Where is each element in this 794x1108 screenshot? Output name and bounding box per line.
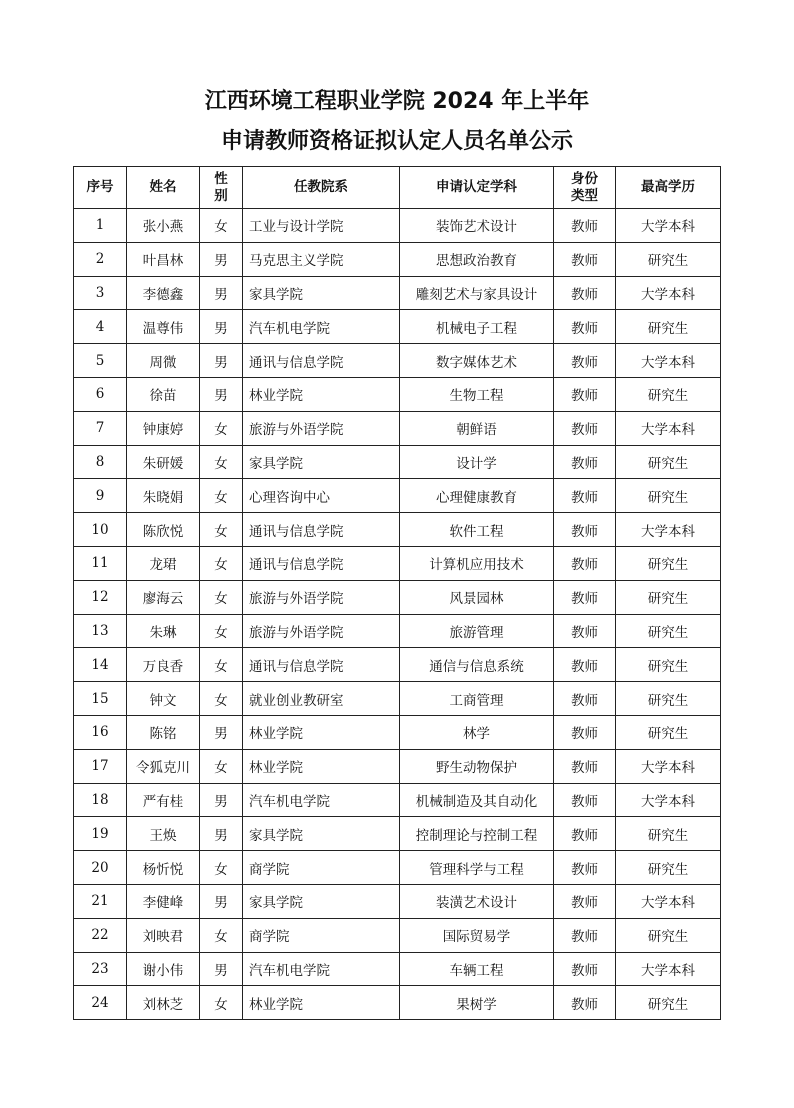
cell-subject: 计算机应用技术: [400, 546, 554, 580]
cell-subject: 林学: [400, 715, 554, 749]
cell-education: 研究生: [616, 546, 721, 580]
cell-identity-type: 教师: [554, 276, 616, 310]
document-title-line-2: 申请教师资格证拟认定人员名单公示: [220, 129, 573, 154]
cell-serial-number: 6: [74, 377, 127, 411]
cell-name: 陈铭: [127, 715, 200, 749]
cell-name: 朱研媛: [127, 445, 200, 479]
cell-education: 大学本科: [616, 276, 721, 310]
cell-serial-number: 12: [74, 580, 127, 614]
cell-education: 研究生: [616, 682, 721, 716]
table-row: [74, 242, 721, 276]
cell-education: 研究生: [616, 851, 721, 885]
cell-identity-type: 教师: [554, 614, 616, 648]
table-row: [74, 715, 721, 749]
cell-education: 研究生: [616, 817, 721, 851]
applicant-table: [73, 166, 721, 1020]
cell-department: 家具学院: [243, 445, 400, 479]
cell-department: 汽车机电学院: [243, 783, 400, 817]
cell-education: 研究生: [616, 918, 721, 952]
cell-department: 汽车机电学院: [243, 310, 400, 344]
cell-department: 林业学院: [243, 715, 400, 749]
table-row: [74, 546, 721, 580]
cell-name: 朱琳: [127, 614, 200, 648]
cell-education: 大学本科: [616, 749, 721, 783]
cell-serial-number: 1: [74, 209, 127, 243]
cell-gender: 男: [200, 242, 243, 276]
cell-subject: 车辆工程: [400, 952, 554, 986]
cell-education: 研究生: [616, 479, 721, 513]
cell-department: 商学院: [243, 851, 400, 885]
cell-name: 朱晓娟: [127, 479, 200, 513]
cell-gender: 女: [200, 682, 243, 716]
cell-department: 通讯与信息学院: [243, 648, 400, 682]
cell-name: 刘林芝: [127, 986, 200, 1020]
cell-gender: 男: [200, 377, 243, 411]
header-gender-line-2: 别: [214, 187, 228, 204]
cell-name: 钟文: [127, 682, 200, 716]
cell-subject: 软件工程: [400, 513, 554, 547]
cell-identity-type: 教师: [554, 986, 616, 1020]
cell-education: 大学本科: [616, 884, 721, 918]
cell-name: 王焕: [127, 817, 200, 851]
cell-subject: 思想政治教育: [400, 242, 554, 276]
cell-subject: 控制理论与控制工程: [400, 817, 554, 851]
cell-subject: 国际贸易学: [400, 918, 554, 952]
cell-identity-type: 教师: [554, 952, 616, 986]
cell-education: 大学本科: [616, 209, 721, 243]
cell-education: 研究生: [616, 986, 721, 1020]
cell-gender: 女: [200, 209, 243, 243]
cell-department: 就业创业教研室: [243, 682, 400, 716]
cell-subject: 数字媒体艺术: [400, 344, 554, 378]
cell-gender: 女: [200, 546, 243, 580]
cell-identity-type: 教师: [554, 546, 616, 580]
cell-serial-number: 15: [74, 682, 127, 716]
cell-serial-number: 17: [74, 749, 127, 783]
cell-subject: 设计学: [400, 445, 554, 479]
table-row: [74, 209, 721, 243]
table-row: [74, 851, 721, 885]
cell-name: 陈欣悦: [127, 513, 200, 547]
table-row: [74, 884, 721, 918]
cell-identity-type: 教师: [554, 445, 616, 479]
cell-department: 通讯与信息学院: [243, 513, 400, 547]
cell-gender: 女: [200, 411, 243, 445]
table-row: [74, 411, 721, 445]
cell-name: 徐苗: [127, 377, 200, 411]
header-serial-number: 序号: [74, 167, 127, 209]
cell-department: 通讯与信息学院: [243, 344, 400, 378]
cell-name: 严有桂: [127, 783, 200, 817]
cell-gender: 女: [200, 986, 243, 1020]
cell-subject: 旅游管理: [400, 614, 554, 648]
cell-gender: 女: [200, 648, 243, 682]
cell-gender: 女: [200, 445, 243, 479]
table-row: [74, 783, 721, 817]
table-row: [74, 580, 721, 614]
cell-serial-number: 22: [74, 918, 127, 952]
cell-identity-type: 教师: [554, 783, 616, 817]
cell-identity-type: 教师: [554, 715, 616, 749]
cell-gender: 男: [200, 783, 243, 817]
header-gender: [200, 167, 243, 209]
cell-serial-number: 24: [74, 986, 127, 1020]
header-identity-type: [554, 167, 616, 209]
cell-gender: 女: [200, 851, 243, 885]
cell-serial-number: 13: [74, 614, 127, 648]
header-department: 任教院系: [243, 167, 400, 209]
cell-department: 通讯与信息学院: [243, 546, 400, 580]
table-header-row: [74, 167, 721, 209]
cell-gender: 男: [200, 715, 243, 749]
cell-identity-type: 教师: [554, 817, 616, 851]
table-row: [74, 614, 721, 648]
cell-education: 研究生: [616, 445, 721, 479]
cell-subject: 果树学: [400, 986, 554, 1020]
cell-identity-type: 教师: [554, 851, 616, 885]
cell-identity-type: 教师: [554, 918, 616, 952]
cell-serial-number: 3: [74, 276, 127, 310]
cell-department: 家具学院: [243, 884, 400, 918]
cell-gender: 男: [200, 344, 243, 378]
cell-serial-number: 9: [74, 479, 127, 513]
cell-education: 大学本科: [616, 783, 721, 817]
table-row: [74, 344, 721, 378]
cell-gender: 女: [200, 513, 243, 547]
cell-gender: 女: [200, 918, 243, 952]
cell-department: 家具学院: [243, 276, 400, 310]
cell-serial-number: 20: [74, 851, 127, 885]
cell-identity-type: 教师: [554, 884, 616, 918]
table-row: [74, 513, 721, 547]
cell-gender: 男: [200, 817, 243, 851]
cell-education: 大学本科: [616, 344, 721, 378]
cell-department: 马克思主义学院: [243, 242, 400, 276]
cell-name: 张小燕: [127, 209, 200, 243]
cell-identity-type: 教师: [554, 344, 616, 378]
cell-serial-number: 5: [74, 344, 127, 378]
cell-department: 心理咨询中心: [243, 479, 400, 513]
header-name: 姓名: [127, 167, 200, 209]
header-identity-line-1: 身份: [571, 170, 598, 187]
cell-department: 汽车机电学院: [243, 952, 400, 986]
cell-subject: 机械制造及其自动化: [400, 783, 554, 817]
cell-education: 研究生: [616, 715, 721, 749]
cell-department: 旅游与外语学院: [243, 411, 400, 445]
table-row: [74, 817, 721, 851]
header-identity-line-2: 类型: [571, 187, 598, 204]
table-row: [74, 648, 721, 682]
cell-name: 龙珺: [127, 546, 200, 580]
cell-subject: 生物工程: [400, 377, 554, 411]
cell-identity-type: 教师: [554, 377, 616, 411]
cell-name: 谢小伟: [127, 952, 200, 986]
cell-subject: 雕刻艺术与家具设计: [400, 276, 554, 310]
cell-identity-type: 教师: [554, 648, 616, 682]
cell-subject: 通信与信息系统: [400, 648, 554, 682]
cell-name: 钟康婷: [127, 411, 200, 445]
cell-gender: 女: [200, 749, 243, 783]
cell-gender: 男: [200, 952, 243, 986]
cell-identity-type: 教师: [554, 682, 616, 716]
cell-education: 研究生: [616, 242, 721, 276]
table-row: [74, 986, 721, 1020]
cell-name: 李德鑫: [127, 276, 200, 310]
cell-serial-number: 4: [74, 310, 127, 344]
cell-gender: 女: [200, 580, 243, 614]
cell-subject: 野生动物保护: [400, 749, 554, 783]
cell-identity-type: 教师: [554, 513, 616, 547]
table-row: [74, 918, 721, 952]
cell-name: 廖海云: [127, 580, 200, 614]
cell-subject: 工商管理: [400, 682, 554, 716]
cell-name: 周微: [127, 344, 200, 378]
table-row: [74, 479, 721, 513]
cell-department: 家具学院: [243, 817, 400, 851]
header-gender-line-1: 性: [214, 170, 228, 187]
cell-subject: 心理健康教育: [400, 479, 554, 513]
cell-serial-number: 8: [74, 445, 127, 479]
cell-gender: 男: [200, 276, 243, 310]
cell-name: 万良香: [127, 648, 200, 682]
cell-serial-number: 21: [74, 884, 127, 918]
cell-identity-type: 教师: [554, 209, 616, 243]
cell-name: 刘映君: [127, 918, 200, 952]
cell-identity-type: 教师: [554, 749, 616, 783]
table-row: [74, 310, 721, 344]
cell-serial-number: 16: [74, 715, 127, 749]
cell-education: 研究生: [616, 648, 721, 682]
table-row: [74, 682, 721, 716]
cell-identity-type: 教师: [554, 580, 616, 614]
header-education: 最高学历: [616, 167, 721, 209]
cell-department: 林业学院: [243, 986, 400, 1020]
cell-gender: 女: [200, 479, 243, 513]
cell-subject: 朝鲜语: [400, 411, 554, 445]
cell-serial-number: 7: [74, 411, 127, 445]
cell-department: 旅游与外语学院: [243, 580, 400, 614]
cell-name: 令狐克川: [127, 749, 200, 783]
cell-subject: 风景园林: [400, 580, 554, 614]
header-subject: 申请认定学科: [400, 167, 554, 209]
cell-subject: 机械电子工程: [400, 310, 554, 344]
cell-gender: 男: [200, 310, 243, 344]
table-row: [74, 749, 721, 783]
cell-education: 研究生: [616, 614, 721, 648]
cell-education: 大学本科: [616, 952, 721, 986]
cell-education: 研究生: [616, 377, 721, 411]
cell-serial-number: 18: [74, 783, 127, 817]
cell-serial-number: 19: [74, 817, 127, 851]
cell-name: 叶昌林: [127, 242, 200, 276]
cell-department: 林业学院: [243, 749, 400, 783]
table-row: [74, 377, 721, 411]
cell-gender: 男: [200, 884, 243, 918]
cell-education: 研究生: [616, 580, 721, 614]
table-row: [74, 276, 721, 310]
cell-subject: 管理科学与工程: [400, 851, 554, 885]
cell-education: 大学本科: [616, 513, 721, 547]
cell-identity-type: 教师: [554, 242, 616, 276]
cell-serial-number: 10: [74, 513, 127, 547]
cell-gender: 女: [200, 614, 243, 648]
cell-department: 工业与设计学院: [243, 209, 400, 243]
cell-identity-type: 教师: [554, 411, 616, 445]
cell-name: 李健峰: [127, 884, 200, 918]
cell-education: 大学本科: [616, 411, 721, 445]
cell-subject: 装潢艺术设计: [400, 884, 554, 918]
cell-name: 温尊伟: [127, 310, 200, 344]
cell-serial-number: 23: [74, 952, 127, 986]
cell-identity-type: 教师: [554, 310, 616, 344]
table-row: [74, 445, 721, 479]
cell-serial-number: 11: [74, 546, 127, 580]
cell-subject: 装饰艺术设计: [400, 209, 554, 243]
cell-department: 商学院: [243, 918, 400, 952]
table-row: [74, 952, 721, 986]
cell-department: 旅游与外语学院: [243, 614, 400, 648]
cell-serial-number: 14: [74, 648, 127, 682]
cell-identity-type: 教师: [554, 479, 616, 513]
cell-serial-number: 2: [74, 242, 127, 276]
cell-education: 研究生: [616, 310, 721, 344]
document-title-line-1: 江西环境工程职业学院 2024 年上半年: [204, 89, 590, 114]
cell-department: 林业学院: [243, 377, 400, 411]
cell-name: 杨忻悦: [127, 851, 200, 885]
